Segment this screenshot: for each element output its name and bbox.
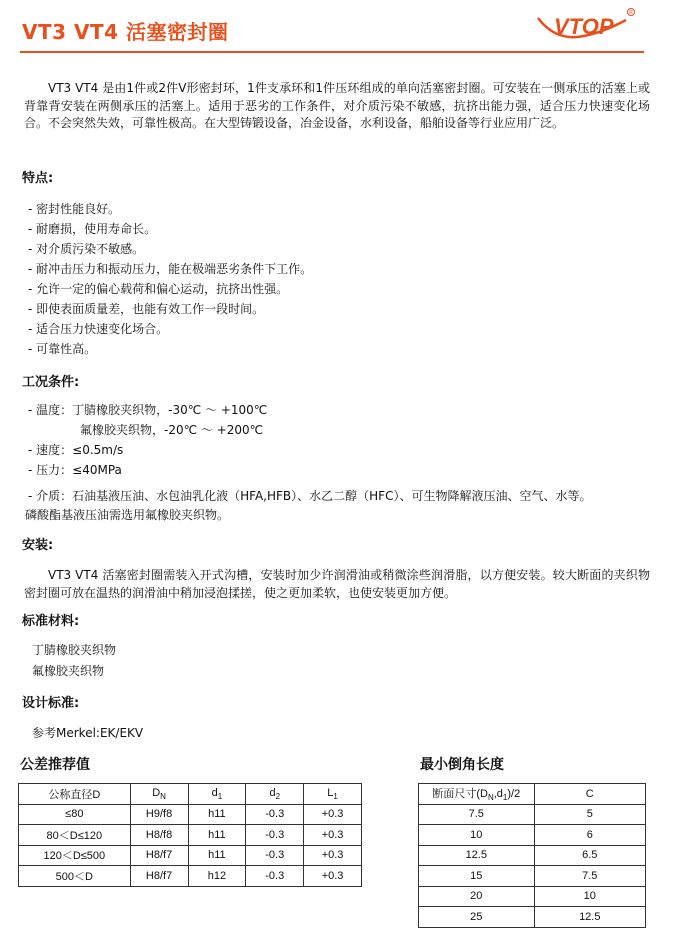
chamfer-table (418, 783, 646, 928)
table-row (419, 866, 646, 887)
table-header: $D_N$ (130, 784, 188, 805)
table-header-row (19, 784, 362, 805)
condition-temperature: - 温度：丁腈橡胶夹织物，-30℃ ～ +100℃ (28, 403, 268, 417)
feature-item: - 对介质污染不敏感。 (28, 242, 145, 256)
table-row (19, 845, 362, 866)
chamfer-heading: 最小倒角长度 (420, 757, 504, 773)
condition-pressure: - 压力：≤40MPa (28, 463, 122, 477)
design-heading: 设计标准: (22, 696, 80, 711)
conditions-list (25, 400, 592, 524)
tolerance-heading: 公差推荐值 (20, 757, 90, 773)
table-cell: h11 (188, 825, 246, 846)
table-cell: +0.3 (304, 845, 362, 866)
condition-media-note: 磷酸酯基液压油需选用氟橡胶夹织物。 (25, 508, 230, 522)
install-heading: 安装: (22, 538, 54, 553)
table-cell: 12.5 (419, 845, 535, 866)
feature-item: - 耐磨损，使用寿命长。 (28, 222, 157, 236)
table-cell: +0.3 (304, 825, 362, 846)
table-row (419, 907, 646, 928)
table-cell: 500＜D (19, 866, 131, 887)
table-cell: +0.3 (304, 804, 362, 825)
material-item: 氟橡胶夹织物 (32, 664, 105, 678)
table-row (419, 845, 646, 866)
table-cell: -0.3 (246, 866, 304, 887)
table-header: $d_2$ (246, 784, 304, 805)
feature-item: - 允许一定的偏心载荷和偏心运动，抗挤出性强。 (28, 282, 289, 296)
table-cell: -0.3 (246, 845, 304, 866)
table-cell: +0.3 (304, 866, 362, 887)
table-cell: H8/f8 (130, 825, 188, 846)
table-cell: H8/f7 (130, 845, 188, 866)
table-cell: 10 (419, 825, 535, 846)
table-header: 公称直径D (19, 784, 131, 805)
table-cell: -0.3 (246, 825, 304, 846)
condition-media: - 介质：石油基液压油、水包油乳化液（HFA,HFB）、水乙二醇（HFC）、可生物降解液压油、空气、水等。 (28, 489, 592, 503)
table-row (419, 886, 646, 907)
table-cell: 25 (419, 907, 535, 928)
vtop-logo (534, 6, 638, 46)
table-cell: 6 (534, 825, 645, 846)
table-cell: 7.5 (419, 804, 535, 825)
table-row (19, 866, 362, 887)
table-cell: h11 (188, 845, 246, 866)
feature-item: - 密封性能良好。 (28, 202, 121, 216)
condition-temperature-fkm: 氟橡胶夹织物，-20℃ ～ +200℃ (80, 423, 264, 437)
conditions-heading: 工况条件: (22, 375, 80, 390)
page-title: VT3 VT4 活塞密封圈 (22, 20, 229, 44)
table-header: C (534, 784, 645, 805)
materials-heading: 标准材料: (22, 614, 80, 629)
table-header: 断面尺寸$(D_N,d_1)/2$ (419, 784, 535, 805)
table-header: $d_1$ (188, 784, 246, 805)
design-reference: 参考Merkel:EK/EKV (32, 726, 144, 740)
table-cell: 6.5 (534, 845, 645, 866)
material-item: 丁腈橡胶夹织物 (32, 643, 117, 657)
table-header-row (419, 784, 646, 805)
table-cell: 7.5 (534, 866, 645, 887)
condition-speed: - 速度：≤0.5m/s (28, 443, 124, 457)
feature-item: - 可靠性高。 (28, 342, 97, 356)
table-row (19, 804, 362, 825)
features-list (28, 199, 312, 359)
table-row (419, 804, 646, 825)
table-cell: 80＜D≤120 (19, 825, 131, 846)
table-cell: h11 (188, 804, 246, 825)
features-heading: 特点: (22, 171, 54, 186)
table-cell: 20 (419, 886, 535, 907)
install-paragraph: VT3 VT4 活塞密封圈需装入开式沟槽，安装时加少许润滑油或稍微涂些润滑脂，以方便安装。较大断面的夹织物密封圈可放在温热的润滑油中稍加浸泡揉搓，使之更加柔软，也使安装更加方便。 (24, 568, 650, 600)
header-divider (20, 51, 644, 53)
intro-paragraph: VT3 VT4 是由1件或2件V形密封环，1件支承环和1件压环组成的单向活塞密封圈。可安装在一侧承压的活塞上或背靠背安装在两侧承压的活塞上。适用于恶劣的工作条件，对介质污染不敏感，抗挤出能力强，适合压力快速变化场合。不会突然失效，可靠性极高。在大型铸锻设备，冶金设备，水利设备，船舶设备等行业应用广泛。 (24, 81, 650, 130)
table-row (419, 825, 646, 846)
feature-item: - 即使表面质量差，也能有效工作一段时间。 (28, 302, 265, 316)
table-cell: 5 (534, 804, 645, 825)
materials-list (32, 640, 116, 682)
feature-item: - 耐冲击压力和振动压力，能在极端恶劣条件下工作。 (28, 262, 313, 276)
table-cell: 120＜D≤500 (19, 845, 131, 866)
table-cell: 12.5 (534, 907, 645, 928)
table-cell: H9/f8 (130, 804, 188, 825)
table-cell: h12 (188, 866, 246, 887)
logo-text: VTOP (554, 14, 614, 39)
table-cell: ≤80 (19, 804, 131, 825)
feature-item: - 适合压力快速变化场合。 (28, 322, 169, 336)
table-cell: 15 (419, 866, 535, 887)
svg-text:R: R (629, 10, 633, 16)
table-header: $L_1$ (304, 784, 362, 805)
table-cell: -0.3 (246, 804, 304, 825)
table-cell: H8/f7 (130, 866, 188, 887)
table-cell: 10 (534, 886, 645, 907)
table-row (19, 825, 362, 846)
tolerance-table (18, 783, 362, 887)
